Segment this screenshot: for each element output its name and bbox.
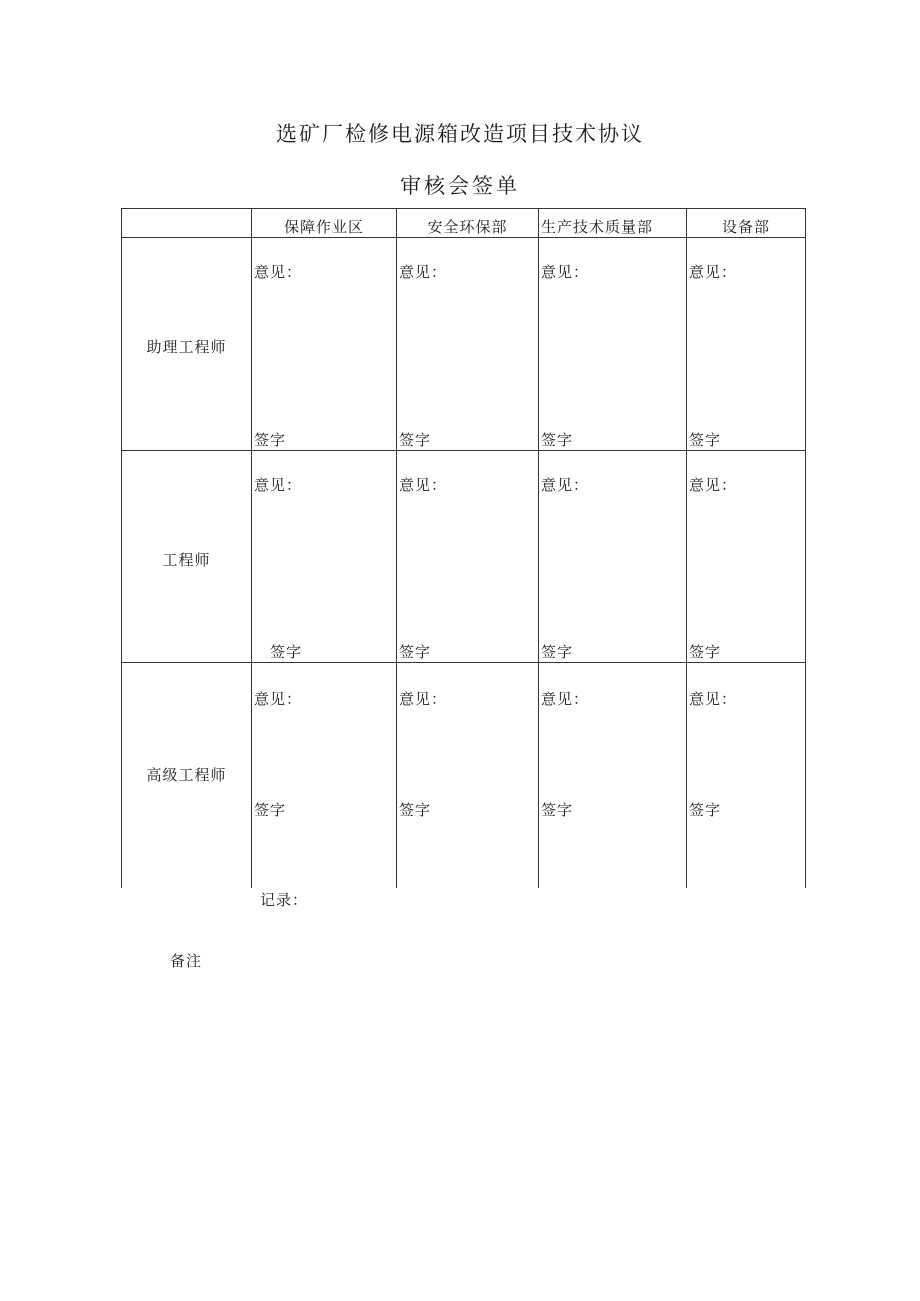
opinion-label: 意见： [399, 690, 448, 708]
column-header: 安全环保部 [427, 218, 508, 236]
signature-label: 签字 [399, 801, 432, 819]
signature-label: 签字 [541, 643, 574, 661]
record-label: 记录： [260, 891, 309, 909]
table-rule-row2 [121, 662, 806, 663]
document-subtitle: 审核会签单 [400, 174, 520, 198]
signature-label: 签字 [689, 801, 722, 819]
table-rule-col3 [538, 208, 539, 888]
table-rule-col1 [251, 208, 252, 888]
table-rule-top [121, 208, 806, 209]
table-rule-row1 [121, 450, 806, 451]
column-header: 保障作业区 [283, 218, 364, 236]
opinion-label: 意见： [541, 263, 590, 281]
signature-label: 签字 [689, 431, 722, 449]
table-rule-left [121, 208, 122, 888]
row-label: 高级工程师 [146, 766, 227, 784]
opinion-label: 意见： [541, 476, 590, 494]
column-header: 设备部 [721, 218, 770, 236]
opinion-label: 意见： [689, 476, 738, 494]
signature-label: 签字 [254, 431, 287, 449]
row-label: 助理工程师 [146, 338, 227, 356]
signature-label: 签字 [541, 801, 574, 819]
opinion-label: 意见： [399, 263, 448, 281]
opinion-label: 意见： [689, 263, 738, 281]
opinion-label: 意见： [254, 263, 303, 281]
signature-label: 签字 [270, 643, 303, 661]
table-rule-col4 [686, 208, 687, 888]
opinion-label: 意见： [399, 476, 448, 494]
table-rule-right [805, 208, 806, 888]
document-title: 选矿厂检修电源箱改造项目技术协议 [276, 122, 644, 146]
table-rule-col2 [396, 208, 397, 888]
table-rule-header [121, 237, 806, 238]
row-label: 工程师 [162, 551, 211, 569]
signature-label: 签字 [399, 431, 432, 449]
signature-label: 签字 [399, 643, 432, 661]
signature-label: 签字 [254, 801, 287, 819]
signature-label: 签字 [689, 643, 722, 661]
column-header: 生产技术质量部 [541, 218, 654, 236]
remark-label: 备注 [170, 952, 203, 970]
opinion-label: 意见： [254, 476, 303, 494]
opinion-label: 意见： [689, 690, 738, 708]
signature-label: 签字 [541, 431, 574, 449]
opinion-label: 意见： [254, 690, 303, 708]
opinion-label: 意见： [541, 690, 590, 708]
